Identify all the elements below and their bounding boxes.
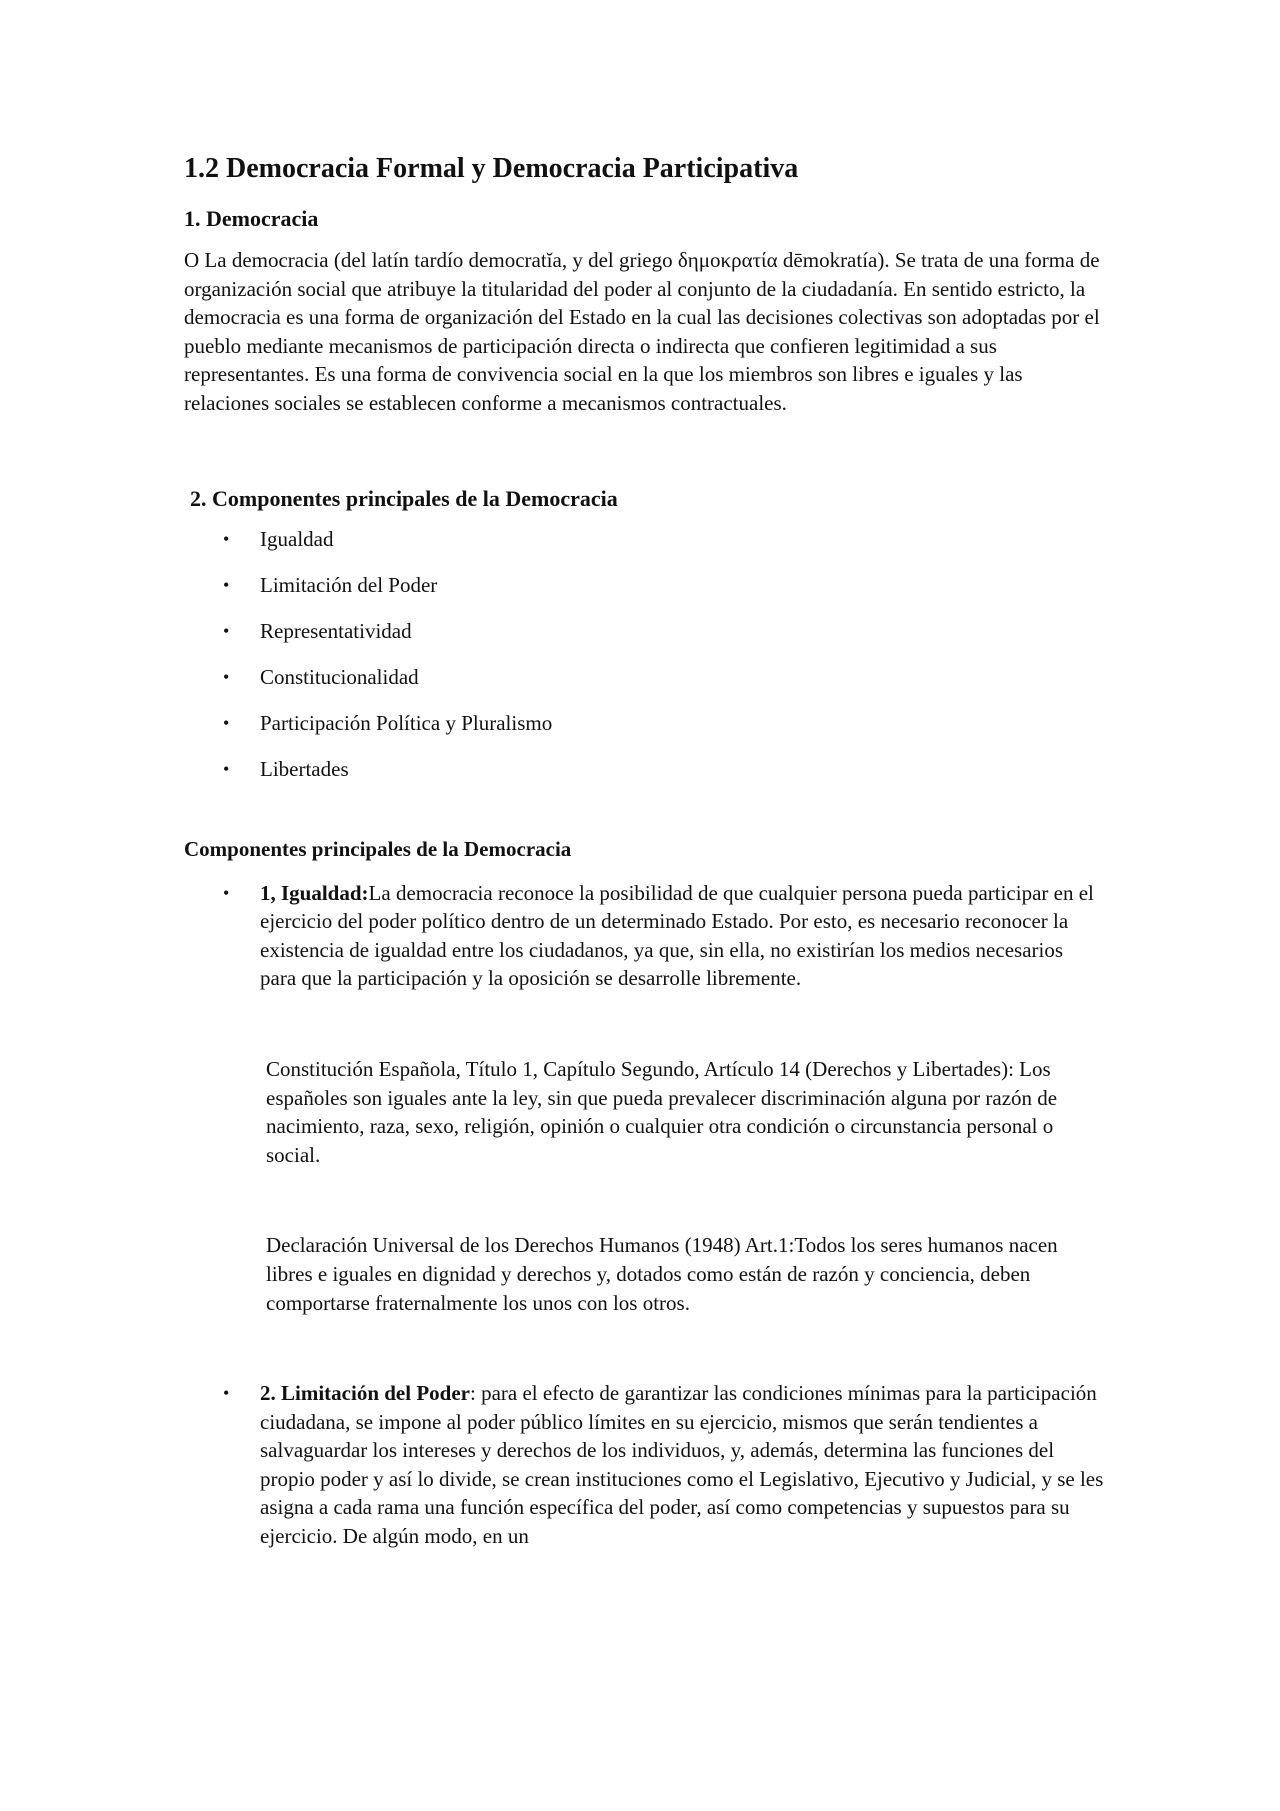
bullet-icon: • (223, 882, 230, 903)
section-heading-componentes: 2. Componentes principales de la Democracia (190, 485, 618, 511)
detail-paragraph (260, 879, 1104, 993)
page-title: 1.2 Democracia Formal y Democracia Participativa (184, 153, 799, 184)
components-detail-list (184, 879, 1104, 1551)
list-item-label: Libertades (260, 756, 349, 781)
section-heading-componentes-detalle: Componentes principales de la Democracia (184, 836, 572, 861)
bullet-icon: • (223, 620, 230, 641)
quote-constitucion: Constitución Española, Título 1, Capítulo Segundo, Artículo 14 (Derechos y Libertades): Los españoles son iguales ante la ley, sin que pueda prevalecer discriminación alguna por razón de nacimiento, raza, sexo, religión, opinión o cualquier otra condición o circunstancia personal o social. (266, 1056, 1058, 1167)
section-heading-democracia: 1. Democracia (184, 206, 319, 231)
bullet-icon: • (223, 528, 230, 549)
components-list (184, 525, 1104, 801)
quote-declaracion: Declaración Universal de los Derechos Humanos (1948) Art.1:Todos los seres humanos nacen libres e iguales en dignidad y derechos y, dotados como están de razón y conciencia, deben comportarse fraternalmente los unos con los otros. (266, 1233, 1058, 1315)
list-item-label: Limitación del Poder (260, 572, 438, 597)
detail-lead: 2. Limitación del Poder (260, 1381, 470, 1406)
list-item (184, 617, 1104, 663)
detail-lead: 1, Igualdad: (260, 880, 369, 905)
detail-item-limitacion (184, 1379, 1104, 1551)
bullet-icon: • (223, 758, 230, 779)
detail-text: La democracia reconoce la posibilidad de que cualquier persona pueda participar en el ejercicio del poder político dentro de un determinado Estado. Por esto, es necesario reconocer la existencia de igualdad entre los ciudadanos, ya que, sin ella, no existirían los medios necesarios para que la participación y la oposición se desarrolle libremente. (260, 880, 1094, 991)
detail-paragraph (260, 1379, 1104, 1551)
bullet-icon: • (223, 712, 230, 733)
bullet-icon: • (223, 574, 230, 595)
detail-text: : para el efecto de garantizar las condiciones mínimas para la participación ciudadana, se impone al poder público límites en su ejercicio, mismos que serán tendientes a salvaguardar los intereses y derechos de los individuos, y, además, determina las funciones del propio poder y así lo divide, se crean instituciones como el Legislativo, Ejecutivo y Judicial, y se les asigna a cada rama una función específica del poder, así como competencias y supuestos para su ejercicio. De algún modo, en un (260, 1381, 1104, 1549)
list-item (184, 571, 1104, 617)
bullet-icon: • (223, 666, 230, 687)
list-item (184, 709, 1104, 755)
list-item (184, 525, 1104, 571)
list-item-label: Constitucionalidad (260, 664, 419, 689)
detail-item-igualdad (184, 879, 1104, 1318)
list-item-label: Participación Política y Pluralismo (260, 710, 553, 735)
bullet-icon: • (223, 1383, 230, 1404)
list-item (184, 755, 1104, 801)
list-item-label: Igualdad (260, 526, 334, 551)
list-item-label: Representatividad (260, 618, 412, 643)
list-item (184, 663, 1104, 709)
document-content (184, 150, 1104, 1551)
intro-paragraph: O La democracia (del latín tardío democratĭa, y del griego δημοκρατία dēmokratía). Se trata de una forma de organización social que atribuye la titularidad del poder al conjunto de la ciudadanía. En sentido estricto, la democracia es una forma de organización del Estado en la cual las decisiones colectivas son adoptadas por el pueblo mediante mecanismos de participación directa o indirecta que confieren legitimidad a sus representantes. Es una forma de convivencia social en la que los miembros son libres e iguales y las relaciones sociales se establecen conforme a mecanismos contractuales. (184, 248, 1100, 415)
